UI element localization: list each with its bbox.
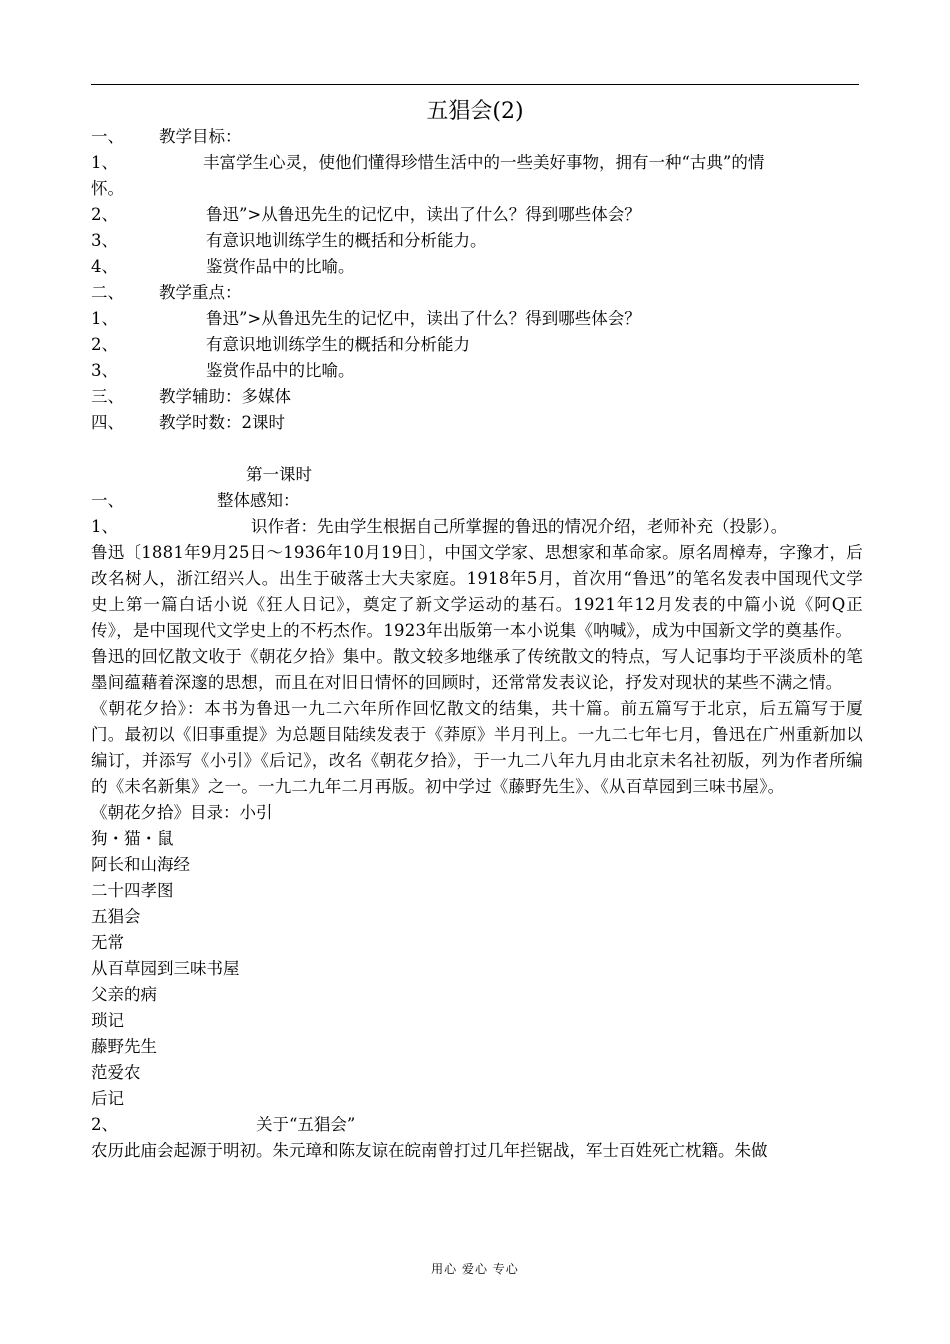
item-text: 有意识地训练学生的概括和分析能力。 [206,231,487,250]
item-text: 识作者：先由学生根据自己所掌握的鲁迅的情况介绍，老师补充（投影）。 [251,517,788,536]
paragraph-book: 《朝花夕拾》：本书为鲁迅一九二六年所作回忆散文的结集，共十篇。前五篇写于北京，后五篇写于厦门。最初以《旧事重提》为总题目陆续发表于《莽原》半月刊上。一九二七年七月，鲁迅在广州重新加以编订，并添写《小引》《后记》，改名《朝花夕拾》，于一九二八年九月由北京未名社初版，列为作者所编的《未名新集》之一。一九二九年二月再版。初中学过《藤野先生》、《从百草园到三味书屋》。 [91,699,863,796]
item-text: 鲁迅”>从鲁迅先生的记忆中，读出了什么？得到哪些体会？ [206,309,641,328]
item-text: 有意识地训练学生的概括和分析能力 [206,335,470,354]
item-number: 4、 [91,257,118,276]
toc-item: 藤野先生 [91,1037,157,1056]
list-item [91,150,863,176]
list-item [91,202,863,228]
item-number: 2、 [91,335,118,354]
page-footer: 用心 爱心 专心 [431,1262,519,1276]
section-heading-key [91,280,863,306]
toc-item: 父亲的病 [91,985,157,1004]
toc-item: 二十四孝图 [91,881,174,900]
section-number: 四、 [91,413,124,432]
item-text: 丰富学生心灵，使他们懂得珍惜生活中的一些美好事物，拥有一种“古典”的情 [203,153,765,172]
header-rule [91,84,859,85]
item-text: 关于“五猖会” [256,1115,356,1134]
lesson-heading: 第一课时 [246,465,312,484]
item-text: 鲁迅”>从鲁迅先生的记忆中，读出了什么？得到哪些体会？ [206,205,641,224]
spacer [91,436,863,462]
document-body [91,124,863,1164]
section-heading-hours [91,410,863,436]
section-number: 一、 [91,127,124,146]
toc-item: 后记 [91,1089,124,1108]
toc-item: 狗・猫・鼠 [91,829,174,848]
paragraph-luxun-bio: 鲁迅〔1881年9月25日～1936年10月19日〕，中国文学家、思想家和革命家。原名周樟寿，字豫才，后改名树人，浙江绍兴人。出生于破落士大夫家庭。1918年5月，首次用“鲁迅”的笔名发表中国现代文学史上第一篇白话小说《狂人日记》，奠定了新文学运动的基石。1921年12月发表的中篇小说《阿Q正传》，是中国现代文学史上的不朽杰作。1923年出版第一本小说集《呐喊》，成为中国新文学的奠基作。 [91,543,863,640]
item-number: 1、 [91,153,118,172]
paragraph-memoir: 鲁迅的回忆散文收于《朝花夕拾》集中。散文较多地继承了传统散文的特点，写人记事均于平淡质朴的笔墨间蕴藉着深邃的思想，而且在对旧日情怀的回顾时，还常常发表议论，抒发对现状的某些不满之情。 [91,647,863,692]
item-text-continuation: 怀。 [91,179,124,198]
document-title: 五猖会(2) [426,99,524,124]
list-item [91,228,863,254]
section-number: 三、 [91,387,124,406]
lesson-part-heading [91,488,863,514]
item-number: 2、 [91,205,118,224]
section-label: 教学目标： [159,127,242,146]
toc-item: 阿长和山海经 [91,855,190,874]
item-number: 2、 [91,1115,118,1134]
section-heading-goals [91,124,863,150]
toc-item: 五猖会 [91,907,141,926]
section-number: 二、 [91,283,124,302]
item-text: 鉴赏作品中的比喻。 [206,257,355,276]
list-item [91,332,863,358]
section-label: 整体感知： [217,491,300,510]
item-number: 3、 [91,361,118,380]
item-number: 3、 [91,231,118,250]
list-item [91,306,863,332]
item-number: 1、 [91,309,118,328]
item-number: 1、 [91,517,118,536]
section-label: 教学重点： [159,283,242,302]
section-label: 教学辅助：多媒体 [159,387,291,406]
paragraph-origin: 农历此庙会起源于明初。朱元璋和陈友谅在皖南曾打过几年拦锯战，军士百姓死亡枕籍。朱做 [91,1141,768,1160]
list-item [91,514,863,540]
list-item-continuation [91,176,863,202]
toc-item: 从百草园到三味书屋 [91,959,240,978]
toc-label: 《朝花夕拾》目录：小引 [91,803,273,822]
toc-item: 范爱农 [91,1063,141,1082]
item-text: 鉴赏作品中的比喻。 [206,361,355,380]
list-item [91,1112,863,1138]
section-number: 一、 [91,491,124,510]
section-heading-aid [91,384,863,410]
list-item [91,358,863,384]
toc-item: 无常 [91,933,124,952]
list-item [91,254,863,280]
toc-item: 琐记 [91,1011,124,1030]
section-label: 教学时数：2课时 [159,413,285,432]
